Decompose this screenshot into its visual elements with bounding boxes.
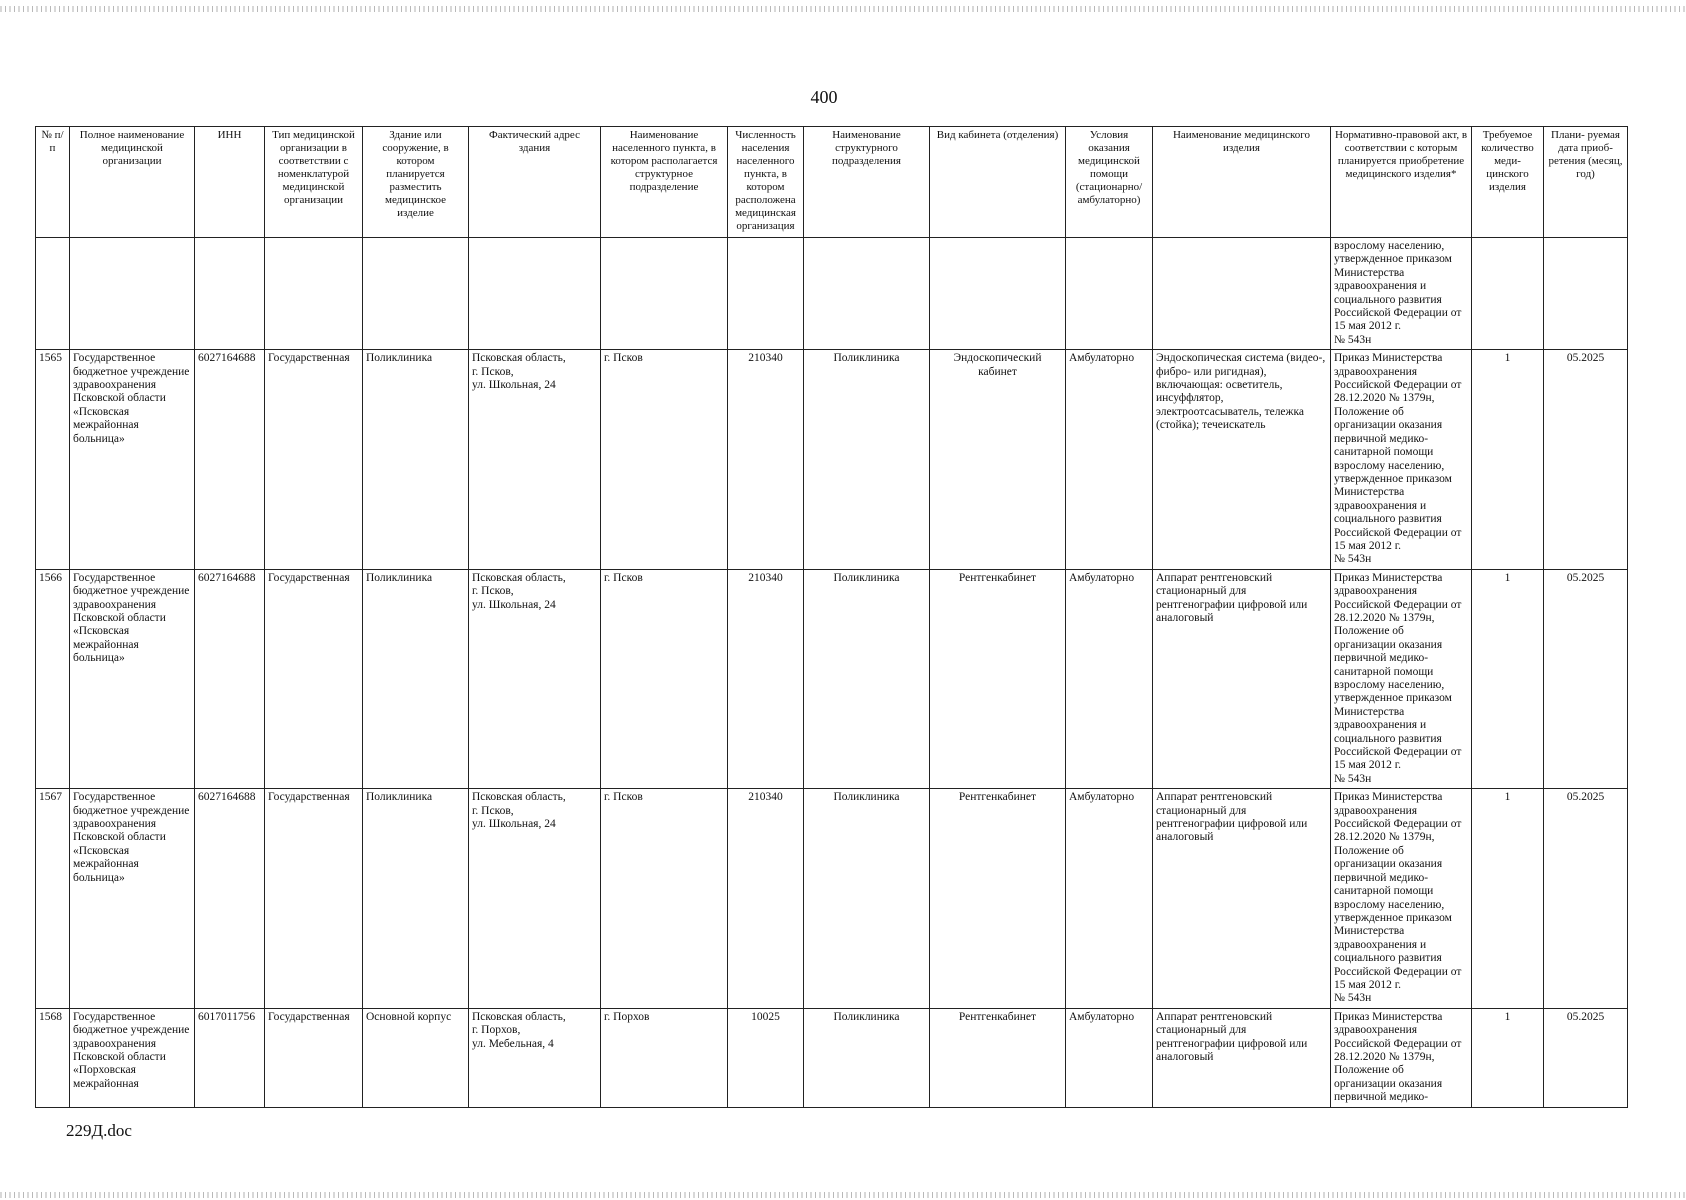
header-act: Нормативно-правовой акт, в соответствии с которым планируется приобретение медицинского изделия* bbox=[1331, 127, 1472, 238]
cell-conditions: Амбулаторно bbox=[1066, 350, 1153, 570]
cell-num: 1566 bbox=[36, 569, 70, 789]
cell-building: Поликлиника bbox=[363, 350, 469, 570]
cell-act: Приказ Министерства здравоохранения Российской Федерации от 28.12.2020 № 1379н, Положение об организации оказания первичной медико-санитарной помощи взрослому населению, утвержденное приказом Министерства здравоохранения и социального развития Российской Федерации от 15 мая 2012 г. № 543н bbox=[1331, 789, 1472, 1009]
cell-address: Псковская область, г. Псков, ул. Школьная, 24 bbox=[469, 789, 601, 1009]
header-device: Наименование медицинского изделия bbox=[1153, 127, 1331, 238]
header-building: Здание или сооружение, в котором планируется разместить медицинское изделие bbox=[363, 127, 469, 238]
cell-unit: Поликлиника bbox=[804, 350, 930, 570]
cell-building: Основной корпус bbox=[363, 1008, 469, 1107]
table-row bbox=[36, 789, 1628, 1009]
cell-locality: г. Псков bbox=[601, 350, 728, 570]
header-unit: Наименование структурного подразделения bbox=[804, 127, 930, 238]
cell-date: 05.2025 bbox=[1544, 350, 1628, 570]
cell-num: 1565 bbox=[36, 350, 70, 570]
cell-quantity: 1 bbox=[1472, 569, 1544, 789]
cell-act: Приказ Министерства здравоохранения Российской Федерации от 28.12.2020 № 1379н, Положение об организации оказания первичной медико-санитарной помощи взрослому населению, утвержденное приказом Министерства здравоохранения и социального развития Российской Федерации от 15 мая 2012 г. № 543н bbox=[1331, 350, 1472, 570]
cell-inn: 6027164688 bbox=[195, 789, 265, 1009]
cell-device: Аппарат рентгеновский стационарный для рентгенографии цифровой или аналоговый bbox=[1153, 1008, 1331, 1107]
cell-cabinet: Эндоскопический кабинет bbox=[930, 350, 1066, 570]
equipment-plan-table bbox=[35, 126, 1628, 1108]
page-number: 400 bbox=[810, 87, 838, 107]
header-org: Полное наименование медицинской организации bbox=[70, 127, 195, 238]
header-num: № п/п bbox=[36, 127, 70, 238]
cell-quantity: 1 bbox=[1472, 789, 1544, 1009]
table-row bbox=[36, 569, 1628, 789]
header-locality: Наименование населенного пункта, в котором располагается структурное подразделение bbox=[601, 127, 728, 238]
cell-org: Государственное бюджетное учреждение здравоохранения Псковской области «Псковская межрайонная больница» bbox=[70, 350, 195, 570]
cell-num: 1567 bbox=[36, 789, 70, 1009]
cell-population: 10025 bbox=[728, 1008, 804, 1107]
cell-act: Приказ Министерства здравоохранения Российской Федерации от 28.12.2020 № 1379н, Положение об организации оказания первичной медико-санитарной помощи взрослому населению, утвержденное приказом Министерства здравоохранения и социального развития Российской Федерации от 15 мая 2012 г. № 543н bbox=[1331, 569, 1472, 789]
header-cabinet: Вид кабинета (отделения) bbox=[930, 127, 1066, 238]
cell-date: 05.2025 bbox=[1544, 569, 1628, 789]
cell-cabinet: Рентгенкабинет bbox=[930, 1008, 1066, 1107]
cell-locality: г. Псков bbox=[601, 569, 728, 789]
cell-conditions: Амбулаторно bbox=[1066, 569, 1153, 789]
table-row bbox=[36, 1008, 1628, 1107]
cell-date: 05.2025 bbox=[1544, 1008, 1628, 1107]
cell-org: Государственное бюджетное учреждение здравоохранения Псковской области «Порховская межрайонная bbox=[70, 1008, 195, 1107]
table-header-row bbox=[36, 127, 1628, 238]
cell-act: Приказ Министерства здравоохранения Российской Федерации от 28.12.2020 № 1379н, Положение об организации оказания первичной медико- bbox=[1331, 1008, 1472, 1107]
header-date: Плани- руемая дата приоб- ретения (месяц, год) bbox=[1544, 127, 1628, 238]
cell-building: Поликлиника bbox=[363, 569, 469, 789]
cell-device: Аппарат рентгеновский стационарный для рентгенографии цифровой или аналоговый bbox=[1153, 789, 1331, 1009]
cell-device: Эндоскопическая система (видео-, фибро- или ригидная), включающая: осветитель, инсуффлятор, электроотсасыватель, тележка (стойка); течеискатель bbox=[1153, 350, 1331, 570]
scan-edge-top bbox=[0, 6, 1686, 12]
cell-quantity: 1 bbox=[1472, 1008, 1544, 1107]
cell-inn: 6017011756 bbox=[195, 1008, 265, 1107]
cell-inn: 6027164688 bbox=[195, 569, 265, 789]
cell-org: Государственное бюджетное учреждение здравоохранения Псковской области «Псковская межрайонная больница» bbox=[70, 569, 195, 789]
cell-address: Псковская область, г. Псков, ул. Школьная, 24 bbox=[469, 569, 601, 789]
cell-unit: Поликлиника bbox=[804, 789, 930, 1009]
cell-cabinet: Рентгенкабинет bbox=[930, 789, 1066, 1009]
cell-conditions: Амбулаторно bbox=[1066, 789, 1153, 1009]
cell-population: 210340 bbox=[728, 789, 804, 1009]
header-quantity: Требуемое количество меди- цинского изделия bbox=[1472, 127, 1544, 238]
cell-conditions: Амбулаторно bbox=[1066, 1008, 1153, 1107]
cell-type: Государственная bbox=[265, 569, 363, 789]
header-conditions: Условия оказания медицинской помощи (стационарно/ амбулаторно) bbox=[1066, 127, 1153, 238]
cell-type: Государственная bbox=[265, 789, 363, 1009]
cell-building: Поликлиника bbox=[363, 789, 469, 1009]
continuation-row bbox=[36, 238, 1628, 350]
cell-address: Псковская область, г. Порхов, ул. Мебельная, 4 bbox=[469, 1008, 601, 1107]
continuation-act-text: взрослому населению, утвержденное приказом Министерства здравоохранения и социального развития Российской Федерации от 15 мая 2012 г. № 543н bbox=[1331, 238, 1472, 350]
cell-locality: г. Псков bbox=[601, 789, 728, 1009]
cell-cabinet: Рентгенкабинет bbox=[930, 569, 1066, 789]
header-inn: ИНН bbox=[195, 127, 265, 238]
cell-locality: г. Порхов bbox=[601, 1008, 728, 1107]
cell-population: 210340 bbox=[728, 350, 804, 570]
header-address: Фактический адрес здания bbox=[469, 127, 601, 238]
cell-date: 05.2025 bbox=[1544, 789, 1628, 1009]
cell-device: Аппарат рентгеновский стационарный для рентгенографии цифровой или аналоговый bbox=[1153, 569, 1331, 789]
cell-inn: 6027164688 bbox=[195, 350, 265, 570]
cell-address: Псковская область, г. Псков, ул. Школьная, 24 bbox=[469, 350, 601, 570]
cell-org: Государственное бюджетное учреждение здравоохранения Псковской области «Псковская межрайонная больница» bbox=[70, 789, 195, 1009]
cell-population: 210340 bbox=[728, 569, 804, 789]
cell-quantity: 1 bbox=[1472, 350, 1544, 570]
header-population: Численность населения населенного пункта, в котором расположена медицинская организация bbox=[728, 127, 804, 238]
header-type: Тип медицинской организации в соответствии с номенклатурой медицинской организации bbox=[265, 127, 363, 238]
footer-filename: 229Д.doc bbox=[66, 1121, 132, 1140]
cell-unit: Поликлиника bbox=[804, 569, 930, 789]
cell-type: Государственная bbox=[265, 350, 363, 570]
scan-edge-bottom bbox=[0, 1192, 1686, 1198]
cell-num: 1568 bbox=[36, 1008, 70, 1107]
cell-unit: Поликлиника bbox=[804, 1008, 930, 1107]
cell-type: Государственная bbox=[265, 1008, 363, 1107]
table-row bbox=[36, 350, 1628, 570]
